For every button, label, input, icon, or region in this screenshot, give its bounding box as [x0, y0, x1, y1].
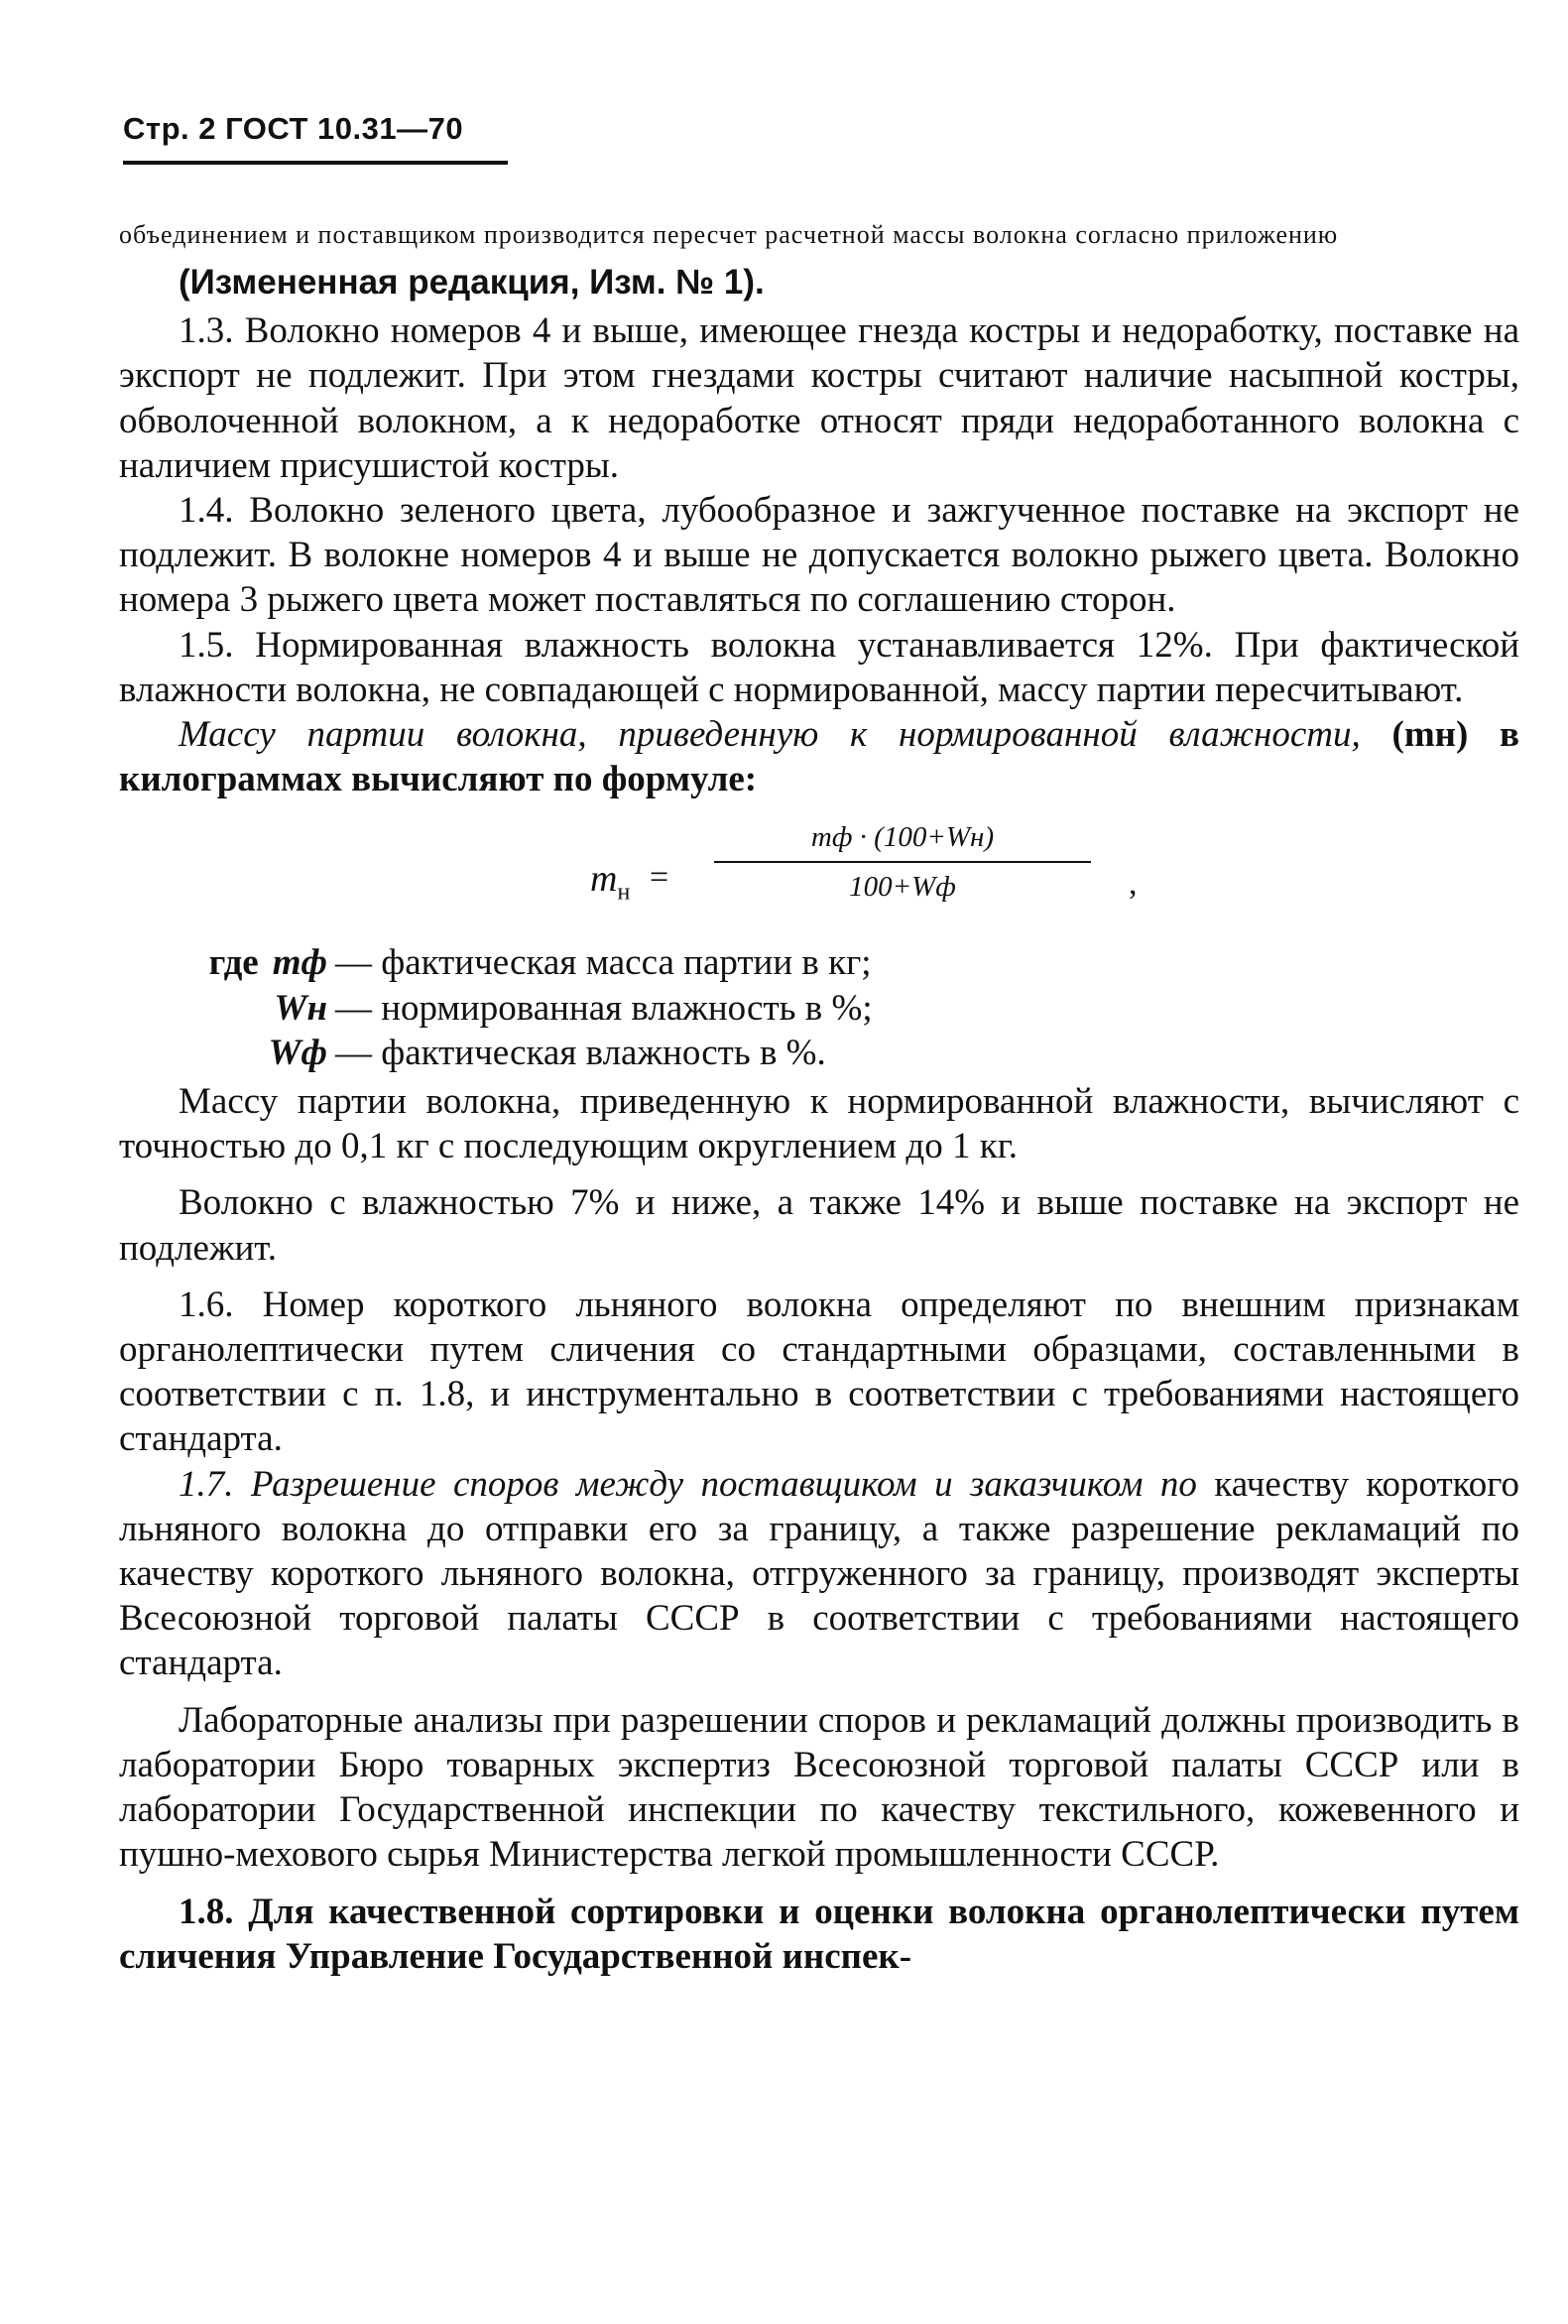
- formula-lhs: $m_н$: [590, 858, 631, 907]
- clause-1-7-rest: качеству короткого льняного волокна до отправки его за границу, а также разрешение рекламаций по качеству короткого льняного волокна, отгруженного за границу, производят эксперты Всесоюзной торговой палаты СССР в соответствии с требованиями настоящего стандарта.: [119, 1463, 1520, 1684]
- page-header: Стр. 2 ГОСТ 10.31—70: [123, 111, 464, 146]
- header-rule: [123, 161, 508, 165]
- mass-intro-part-a: Массу партии волокна, приведенную к нормированной влажности,: [179, 714, 1361, 756]
- moisture-limit-paragraph: Волокно с влажностью 7% и ниже, а также 14% и выше поставке на экспорт не подлежит.: [119, 1182, 1519, 1269]
- laboratory-paragraph: Лабораторные анализы при разрешении споров и рекламаций должны производить в лаборатории Бюро товарных экспертиз Всесоюзной торговой палаты СССР или в лаборатории Государственной инспекции по качеству текстильного, кожевенного и пушно-мехового сырья Министерства легкой промышленности СССР.: [119, 1699, 1519, 1876]
- definitions-lead: где: [208, 942, 259, 984]
- definition-symbol: Wн: [274, 987, 327, 1029]
- clause-1-6: 1.6. Номер короткого льняного волокна определяют по внешним признакам органолептически путем сличения со стандартными образцами, составленными в соответствии с п. 1.8, и инструментально в соответствии с требованиями настоящего стандарта.: [119, 1284, 1519, 1460]
- formula-comma: ,: [1129, 865, 1138, 903]
- formula-numerator: mф · (100+Wн): [810, 821, 995, 854]
- mass-formula: [119, 815, 1519, 932]
- definition-symbol: Wф: [268, 1032, 327, 1073]
- clause-1-4: 1.4. Волокно зеленого цвета, лубообразное и зажгученное поставке на экспорт не подлежит. В волокне номеров 4 и выше не допускается волокно рыжего цвета. Волокно номера 3 рыжего цвета может поставляться по соглашению сторон.: [119, 490, 1519, 621]
- definition-text: — фактическая масса партии в кг;: [335, 942, 872, 984]
- formula-definitions: [119, 940, 1519, 1075]
- definition-row: [119, 940, 1519, 985]
- mass-formula-intro: [119, 712, 1519, 801]
- clause-1-7: [119, 1462, 1519, 1686]
- fraction-bar: [714, 861, 1091, 863]
- clause-1-7-lead: 1.7. Разрешение споров между поставщиком и заказчиком по: [179, 1463, 1197, 1505]
- carryover-text: объединением и поставщиком производится пересчет расчетной массы волокна согласно приложению: [119, 220, 1339, 249]
- formula-equals: =: [650, 859, 669, 897]
- formula-denominator: 100+Wф: [849, 871, 956, 904]
- clause-1-3: 1.3. Волокно номеров 4 и выше, имеющее гнезда костры и недоработку, поставке на экспорт не подлежит. При этом гнездами костры считают наличие насыпной костры, обволоченной волокном, а к недоработке относят пряди недоработанного волокна с наличием присушистой костры.: [119, 310, 1519, 486]
- clause-1-5: 1.5. Нормированная влажность волокна устанавливается 12%. При фактической влажности волокна, не совпадающей с нормированной, массу партии пересчитывают.: [119, 624, 1519, 710]
- formula-fraction: [704, 815, 1101, 909]
- definition-row: [119, 986, 1519, 1031]
- document-body: [119, 220, 1519, 1979]
- definition-text: — фактическая влажность в %.: [335, 1032, 826, 1073]
- clause-1-8: 1.8. Для качественной сортировки и оценки волокна органолептически путем сличения Управление Государственной инспек-: [119, 1891, 1519, 1977]
- definition-symbol: mф: [272, 942, 327, 984]
- definition-text: — нормированная влажность в %;: [335, 987, 873, 1029]
- definition-row: [119, 1031, 1519, 1075]
- revision-note: (Измененная редакция, Изм. № 1).: [179, 263, 765, 302]
- mass-intro-part-b: (mн) в килограммах вычисляют по формуле:: [119, 714, 1519, 800]
- rounding-paragraph: Массу партии волокна, приведенную к нормированной влажности, вычисляют с точностью до 0,1 кг с последующим округлением до 1 кг.: [119, 1081, 1519, 1167]
